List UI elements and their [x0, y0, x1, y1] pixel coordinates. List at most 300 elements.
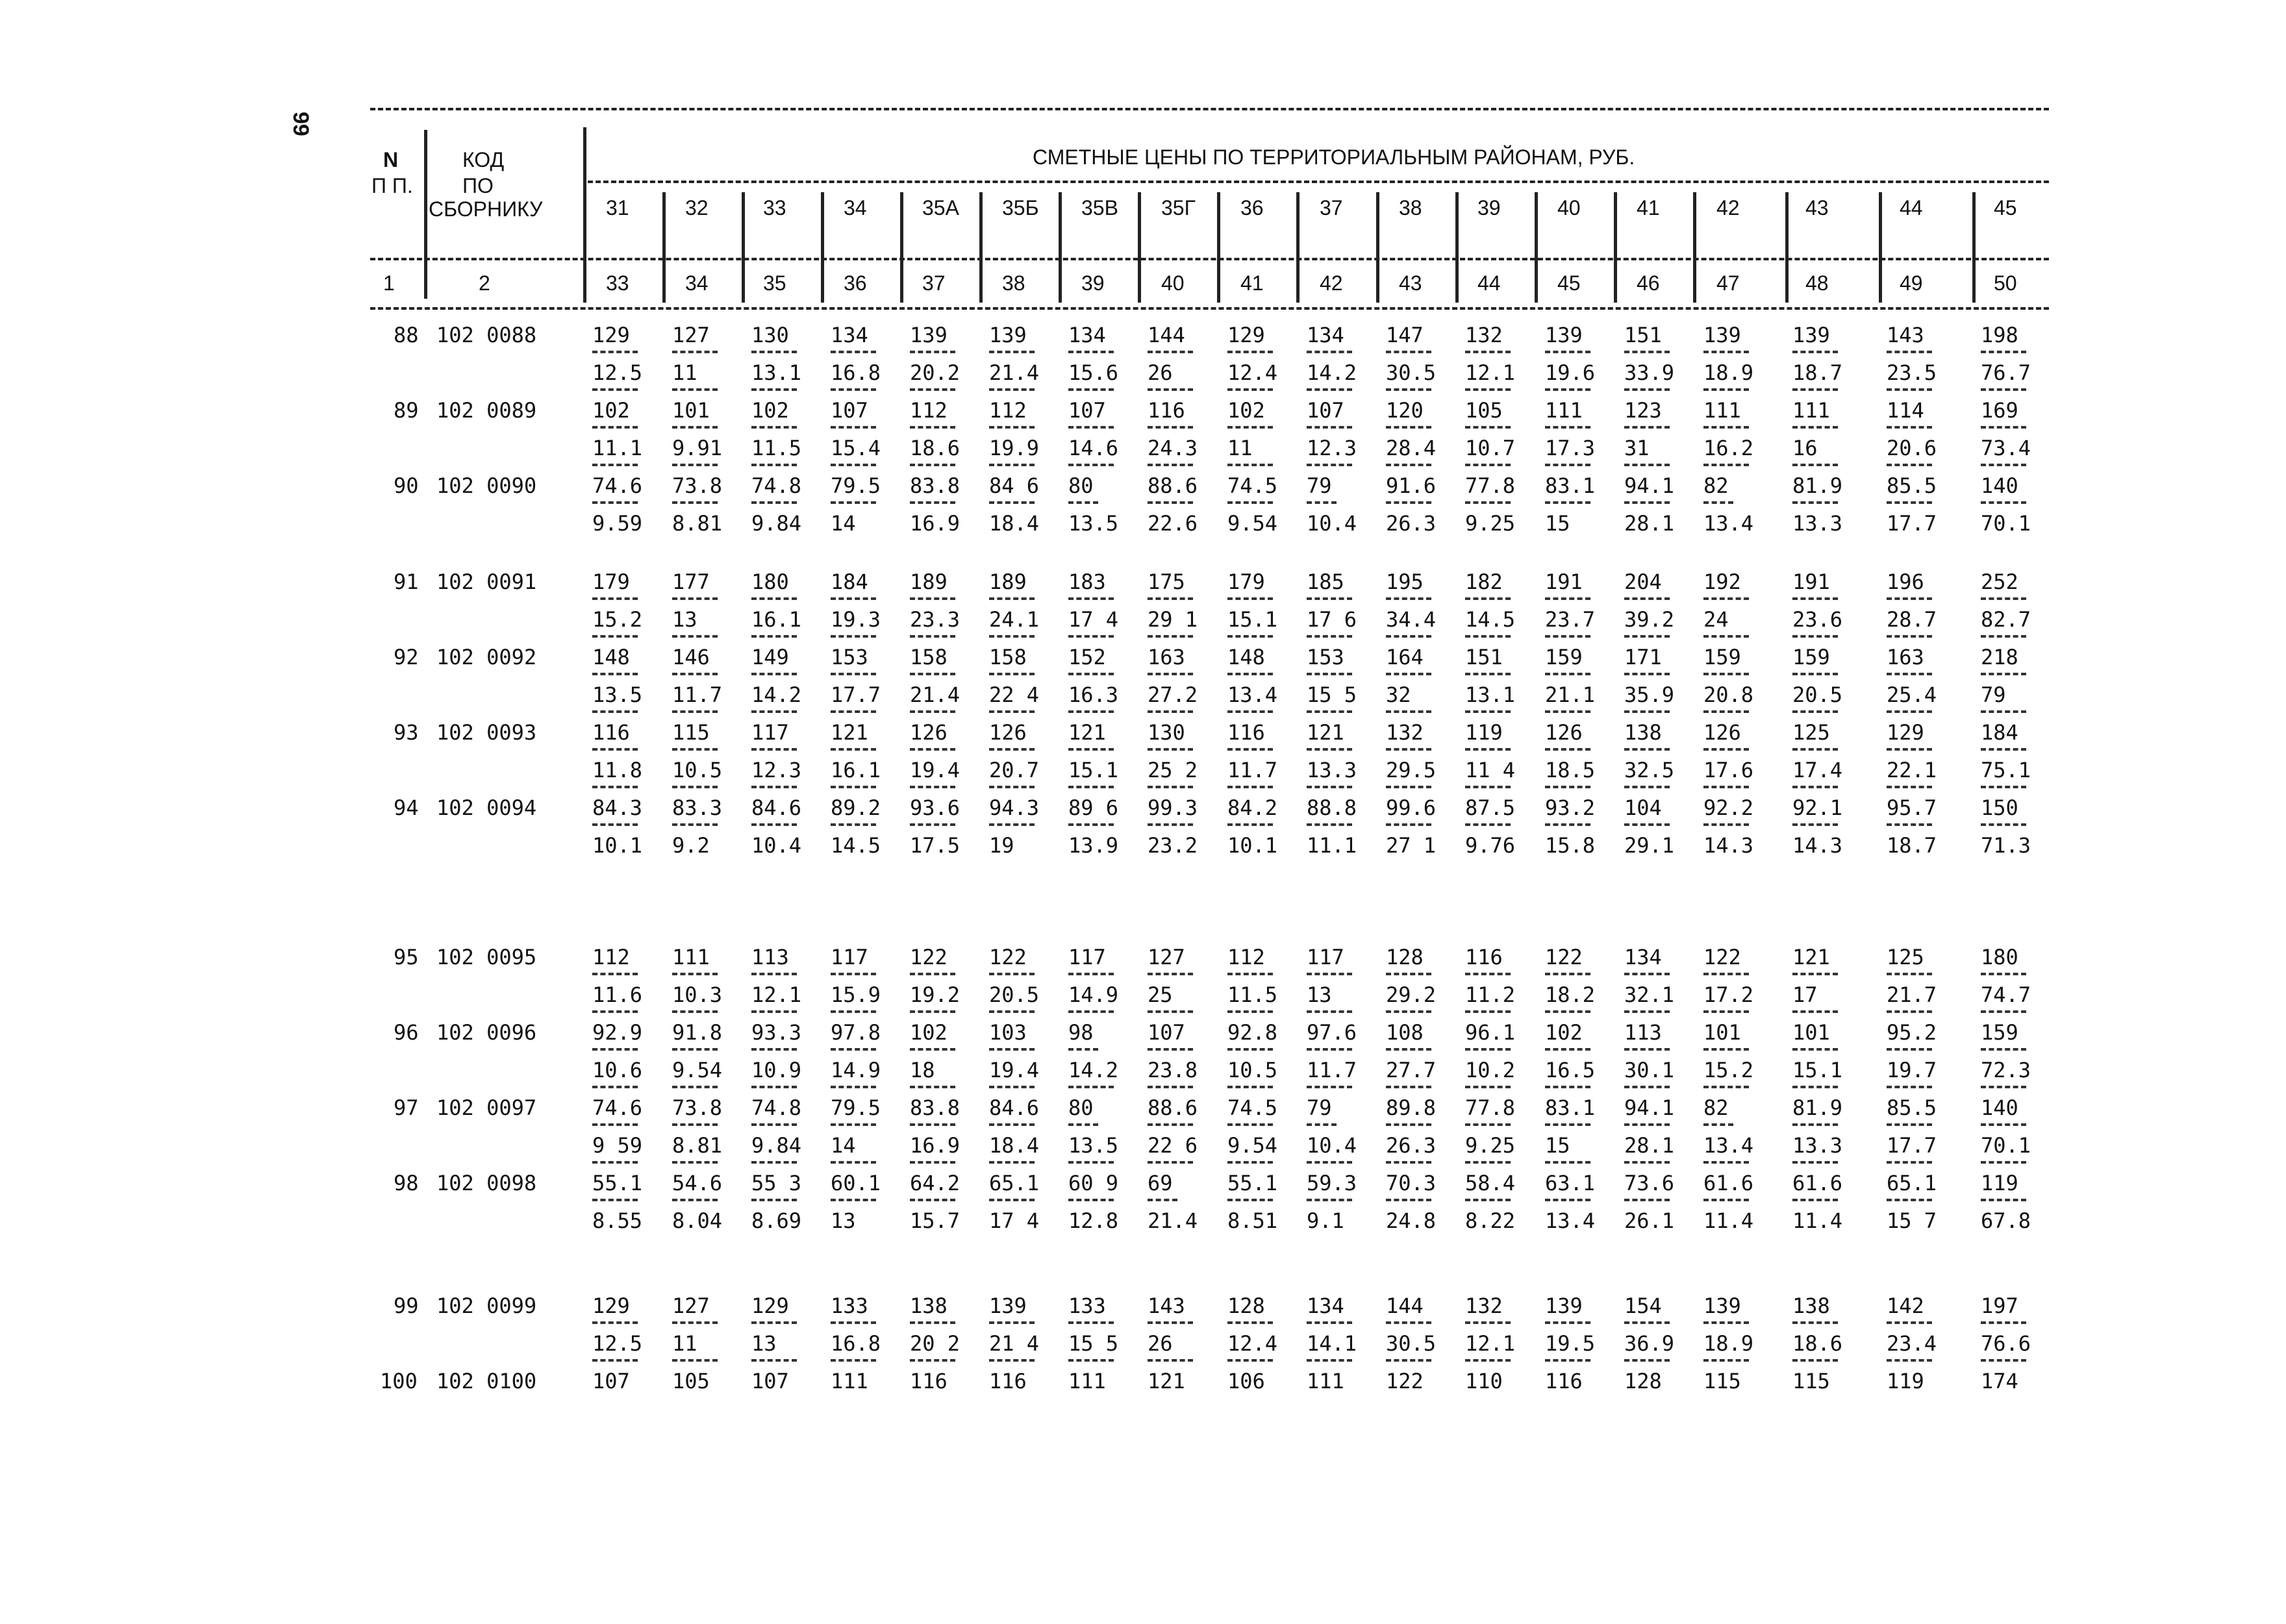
price-value: 29.2 [1386, 982, 1437, 1007]
fraction-bar [1703, 1010, 1749, 1013]
price-value: 10.1 [1227, 833, 1278, 858]
price-value: 84.6 [751, 795, 802, 820]
page-number: 99 [288, 112, 313, 136]
row-code: 102 0097 [436, 1095, 537, 1120]
price-value: 83.3 [672, 795, 723, 820]
fraction-bar [910, 501, 955, 504]
column-number: 39 [1081, 271, 1105, 295]
fraction-bar [592, 786, 638, 788]
fraction-bar [1068, 823, 1114, 826]
fraction-bar [831, 1123, 876, 1126]
fraction-bar [1465, 1123, 1511, 1126]
price-value: 15.6 [1068, 360, 1119, 385]
price-value: 12.5 [592, 1331, 643, 1356]
fraction-bar [831, 635, 876, 638]
price-value: 81.9 [1792, 1095, 1843, 1120]
fraction-bar [1792, 748, 1838, 751]
price-value: 34.4 [1386, 607, 1437, 632]
fraction-bar [1545, 1359, 1590, 1362]
price-value: 177 [672, 569, 710, 594]
price-value: 174 [1981, 1369, 2018, 1393]
fraction-bar [592, 388, 638, 391]
fraction-bar [831, 710, 876, 713]
column-number: 48 [1805, 271, 1829, 295]
price-value: 102 [1545, 1020, 1583, 1045]
price-value: 82 [1703, 1095, 1729, 1120]
fraction-bar [1792, 635, 1838, 638]
price-value: 14 [831, 511, 856, 536]
price-value: 21.4 [1148, 1208, 1198, 1233]
row-number: 97 [394, 1095, 419, 1120]
fraction-bar [1981, 786, 2026, 788]
fraction-bar [1624, 1321, 1670, 1324]
price-value: 17 [1792, 982, 1818, 1007]
price-value: 184 [831, 569, 868, 594]
fraction-bar [1068, 748, 1114, 751]
fraction-bar [1307, 351, 1352, 353]
fraction-bar [592, 351, 638, 353]
fraction-bar [1624, 673, 1670, 675]
fraction-bar [672, 388, 718, 391]
price-value: 12.4 [1227, 360, 1278, 385]
fraction-bar [1068, 351, 1114, 353]
fraction-bar [1887, 748, 1932, 751]
fraction-bar [1307, 786, 1352, 788]
price-value: 87.5 [1465, 795, 1516, 820]
fraction-bar [751, 635, 797, 638]
price-value: 117 [831, 945, 868, 969]
price-value: 88.6 [1148, 1095, 1198, 1120]
price-value: 17 4 [989, 1208, 1040, 1233]
column-divider [1535, 192, 1538, 303]
header-divider [424, 130, 427, 299]
price-value: 125 [1792, 720, 1830, 745]
fraction-bar [1068, 388, 1114, 391]
fraction-bar [1148, 1321, 1193, 1324]
price-value: 121 [831, 720, 868, 745]
fraction-bar [1792, 1010, 1838, 1013]
price-value: 113 [1624, 1020, 1662, 1045]
column-number: 35 [763, 271, 786, 295]
price-value: 128 [1227, 1293, 1265, 1318]
price-value: 26 [1148, 360, 1173, 385]
fraction-bar [1068, 1199, 1114, 1201]
price-value: 22.1 [1887, 758, 1937, 782]
fraction-bar [672, 351, 718, 353]
price-value: 127 [672, 1293, 710, 1318]
price-value: 146 [672, 645, 710, 669]
price-value: 14.6 [1068, 436, 1119, 460]
row-number: 88 [394, 323, 419, 347]
fraction-bar [1465, 426, 1511, 429]
price-value: 80 [1068, 1095, 1094, 1120]
price-value: 11.4 [1703, 1208, 1754, 1233]
fraction-bar [910, 748, 955, 751]
fraction-bar [1386, 748, 1431, 751]
fraction-bar [989, 1086, 1035, 1088]
fraction-bar [1545, 973, 1590, 975]
price-value: 108 [1386, 1020, 1424, 1045]
price-value: 116 [1465, 945, 1503, 969]
price-value: 60 9 [1068, 1171, 1119, 1195]
price-value: 169 [1981, 398, 2018, 423]
fraction-bar [910, 635, 955, 638]
fraction-bar [672, 786, 718, 788]
price-value: 93.2 [1545, 795, 1596, 820]
fraction-bar [831, 1321, 876, 1324]
price-value: 79 [1307, 1095, 1332, 1120]
fraction-bar [592, 1086, 638, 1088]
fraction-bar [1981, 351, 2026, 353]
price-value: 28.1 [1624, 1133, 1675, 1158]
fraction-bar [1227, 1086, 1273, 1088]
price-value: 20.2 [910, 360, 961, 385]
price-value: 19.9 [989, 436, 1040, 460]
fraction-bar [1703, 464, 1749, 466]
price-value: 19.3 [831, 607, 881, 632]
price-value: 149 [751, 645, 789, 669]
price-value: 99.6 [1386, 795, 1437, 820]
fraction-bar [1307, 1048, 1352, 1051]
fraction-bar [1545, 1086, 1590, 1088]
row-code: 102 0091 [436, 569, 537, 594]
price-value: 14.2 [751, 682, 802, 707]
price-value: 29.5 [1386, 758, 1437, 782]
price-value: 127 [1148, 945, 1185, 969]
price-value: 14.9 [1068, 982, 1119, 1007]
fraction-bar [1703, 426, 1749, 429]
fraction-bar [1386, 1199, 1431, 1201]
price-value: 70.3 [1386, 1171, 1437, 1195]
price-value: 74.6 [592, 1095, 643, 1120]
price-value: 122 [1386, 1369, 1424, 1393]
fraction-bar [1307, 1123, 1337, 1126]
fraction-bar [1465, 1086, 1511, 1088]
price-value: 11 4 [1465, 758, 1516, 782]
fraction-bar [592, 1199, 638, 1201]
price-value: 104 [1624, 795, 1662, 820]
fraction-bar [989, 388, 1035, 391]
price-value: 180 [1981, 945, 2018, 969]
price-value: 8.04 [672, 1208, 723, 1233]
price-value: 15.1 [1227, 607, 1278, 632]
fraction-bar [1307, 597, 1352, 600]
fraction-bar [1227, 597, 1273, 600]
price-value: 120 [1386, 398, 1424, 423]
fraction-bar [592, 464, 638, 466]
fraction-bar [989, 635, 1035, 638]
row-code: 102 0096 [436, 1020, 537, 1045]
price-value: 24.3 [1148, 436, 1198, 460]
fraction-bar [1386, 786, 1431, 788]
price-value: 101 [1703, 1020, 1741, 1045]
price-value: 26 [1148, 1331, 1173, 1356]
price-value: 16.1 [831, 758, 881, 782]
price-value: 15 7 [1887, 1208, 1937, 1233]
fraction-bar [1307, 823, 1352, 826]
district-header: 34 [844, 196, 867, 219]
fraction-bar [1545, 1321, 1590, 1324]
price-value: 95.2 [1887, 1020, 1937, 1045]
price-value: 12.4 [1227, 1331, 1278, 1356]
column-number: 36 [844, 271, 867, 295]
fraction-bar [672, 1161, 718, 1164]
price-value: 28.4 [1386, 436, 1437, 460]
fraction-bar [1307, 673, 1352, 675]
price-value: 92.8 [1227, 1020, 1278, 1045]
price-value: 94.1 [1624, 1095, 1675, 1120]
price-value: 148 [1227, 645, 1265, 669]
fraction-bar [1148, 1161, 1193, 1164]
fraction-bar [1307, 1161, 1352, 1164]
fraction-bar [672, 1321, 718, 1324]
price-value: 111 [1703, 398, 1741, 423]
price-value: 8.51 [1227, 1208, 1278, 1233]
fraction-bar [1545, 786, 1590, 788]
price-value: 83.1 [1545, 1095, 1596, 1120]
code-label: КОД [462, 148, 505, 171]
fraction-bar [1148, 351, 1193, 353]
price-value: 20 2 [910, 1331, 961, 1356]
fraction-bar [1545, 823, 1590, 826]
price-value: 9.59 [592, 511, 643, 536]
fraction-bar [1227, 1321, 1273, 1324]
price-value: 84.2 [1227, 795, 1278, 820]
price-value: 17 4 [1068, 607, 1119, 632]
fraction-bar [1227, 1048, 1273, 1051]
price-value: 130 [751, 323, 789, 347]
fraction-bar [1068, 501, 1098, 504]
price-value: 92.1 [1792, 795, 1843, 820]
price-value: 35.9 [1624, 682, 1675, 707]
fraction-bar [592, 635, 638, 638]
column-number: 38 [1002, 271, 1025, 295]
price-value: 14.5 [831, 833, 881, 858]
price-value: 134 [1624, 945, 1662, 969]
price-value: 15 [1545, 1133, 1570, 1158]
fraction-bar [1703, 1086, 1749, 1088]
header-subrule [588, 181, 2049, 183]
price-value: 23.6 [1792, 607, 1843, 632]
row-number: 94 [394, 795, 419, 820]
price-value: 93.3 [751, 1020, 802, 1045]
price-value: 111 [831, 1369, 868, 1393]
price-value: 107 [751, 1369, 789, 1393]
row-code: 102 0093 [436, 720, 537, 745]
price-value: 10.3 [672, 982, 723, 1007]
column-divider [1972, 192, 1976, 303]
fraction-bar [1981, 464, 2026, 466]
fraction-bar [1307, 1359, 1352, 1362]
price-value: 116 [592, 720, 630, 745]
price-value: 13 [672, 607, 697, 632]
price-value: 159 [1703, 645, 1741, 669]
price-value: 107 [592, 1369, 630, 1393]
price-value: 15.8 [1545, 833, 1596, 858]
column-number: 42 [1320, 271, 1343, 295]
fraction-bar [1307, 501, 1337, 504]
price-value: 25 [1148, 982, 1173, 1007]
price-value: 89 6 [1068, 795, 1119, 820]
price-value: 192 [1703, 569, 1741, 594]
row-code: 102 0098 [436, 1171, 537, 1195]
fraction-bar [1465, 635, 1511, 638]
fraction-bar [1624, 1161, 1670, 1164]
fraction-bar [910, 1359, 955, 1362]
price-value: 126 [989, 720, 1027, 745]
fraction-bar [1465, 388, 1511, 391]
price-value: 143 [1887, 323, 1924, 347]
fraction-bar [1792, 786, 1838, 788]
price-value: 111 [1792, 398, 1830, 423]
fraction-bar [1227, 1199, 1273, 1201]
fraction-bar [592, 673, 638, 675]
price-value: 13.5 [1068, 1133, 1119, 1158]
price-value: 65.1 [1887, 1171, 1937, 1195]
price-value: 101 [1792, 1020, 1830, 1045]
fraction-bar [1148, 635, 1193, 638]
column-divider [1879, 192, 1882, 303]
fraction-bar [1792, 710, 1838, 713]
price-value: 19.4 [910, 758, 961, 782]
price-value: 11 [672, 360, 697, 385]
column-number: 43 [1399, 271, 1422, 295]
price-value: 19.7 [1887, 1058, 1937, 1082]
column-divider [1376, 192, 1379, 303]
fraction-bar [1465, 1359, 1511, 1362]
price-value: 8.55 [592, 1208, 643, 1233]
price-value: 13.4 [1545, 1208, 1596, 1233]
fraction-bar [1068, 1123, 1098, 1126]
fraction-bar [831, 597, 876, 600]
fraction-bar [1703, 673, 1749, 675]
fraction-bar [1624, 351, 1670, 353]
price-value: 73.4 [1981, 436, 2031, 460]
n-column-number: 1 [383, 271, 395, 295]
fraction-bar [751, 351, 797, 353]
price-value: 95.7 [1887, 795, 1937, 820]
fraction-bar [592, 1359, 638, 1362]
price-value: 96.1 [1465, 1020, 1516, 1045]
price-value: 111 [1545, 398, 1583, 423]
fraction-bar [1792, 597, 1838, 600]
row-code: 102 0095 [436, 945, 537, 969]
district-header: 35Г [1161, 196, 1196, 219]
row-code: 102 0100 [436, 1369, 537, 1393]
price-value: 134 [1068, 323, 1106, 347]
fraction-bar [910, 1123, 955, 1126]
price-value: 116 [1227, 720, 1265, 745]
fraction-bar [1307, 635, 1352, 638]
price-value: 116 [989, 1369, 1027, 1393]
price-value: 142 [1887, 1293, 1924, 1318]
column-divider [900, 192, 903, 303]
fraction-bar [1465, 1048, 1511, 1051]
price-value: 61.6 [1792, 1171, 1843, 1195]
fraction-bar [910, 597, 955, 600]
district-header: 32 [685, 196, 709, 219]
fraction-bar [1068, 1048, 1098, 1051]
price-value: 18.9 [1703, 360, 1754, 385]
fraction-bar [1792, 1048, 1838, 1051]
price-value: 71.3 [1981, 833, 2031, 858]
price-value: 150 [1981, 795, 2018, 820]
price-value: 11.5 [1227, 982, 1278, 1007]
price-value: 74.8 [751, 473, 802, 498]
price-value: 113 [751, 945, 789, 969]
fraction-bar [989, 1010, 1035, 1013]
fraction-bar [1068, 597, 1114, 600]
price-value: 107 [1068, 398, 1106, 423]
fraction-bar [910, 710, 955, 713]
price-value: 88.6 [1148, 473, 1198, 498]
fraction-bar [1545, 1161, 1590, 1164]
column-divider [1455, 192, 1459, 303]
fraction-bar [1624, 823, 1670, 826]
fraction-bar [1227, 1010, 1273, 1013]
price-value: 13.9 [1068, 833, 1119, 858]
fraction-bar [1792, 1086, 1838, 1088]
price-value: 10.4 [1307, 511, 1357, 536]
fraction-bar [1386, 1048, 1431, 1051]
fraction-bar [831, 351, 876, 353]
fraction-bar [751, 501, 797, 504]
price-value: 20.8 [1703, 682, 1754, 707]
fraction-bar [1148, 1048, 1193, 1051]
fraction-bar [1307, 464, 1352, 466]
fraction-bar [910, 823, 955, 826]
price-value: 17.3 [1545, 436, 1596, 460]
fraction-bar [592, 1161, 638, 1164]
fraction-bar [1386, 426, 1431, 429]
row-code: 102 0092 [436, 645, 537, 669]
fraction-bar [1887, 786, 1932, 788]
fraction-bar [1792, 501, 1838, 504]
fraction-bar [1887, 1321, 1932, 1324]
price-value: 91.8 [672, 1020, 723, 1045]
fraction-bar [1887, 597, 1932, 600]
price-value: 115 [1703, 1369, 1741, 1393]
price-value: 15.2 [1703, 1058, 1754, 1082]
price-value: 112 [1227, 945, 1265, 969]
price-value: 12.1 [1465, 1331, 1516, 1356]
price-value: 9.25 [1465, 511, 1516, 536]
fraction-bar [1307, 1199, 1352, 1201]
price-value: 27.2 [1148, 682, 1198, 707]
price-value: 140 [1981, 1095, 2018, 1120]
price-value: 74.6 [592, 473, 643, 498]
price-value: 14.3 [1792, 833, 1843, 858]
price-value: 60.1 [831, 1171, 881, 1195]
price-value: 107 [1148, 1020, 1185, 1045]
fraction-bar [1465, 464, 1511, 466]
row-number: 91 [394, 569, 419, 594]
price-value: 17 6 [1307, 607, 1357, 632]
column-divider [1614, 192, 1617, 303]
price-value: 158 [989, 645, 1027, 669]
district-header: 38 [1399, 196, 1422, 219]
fraction-bar [1624, 1010, 1670, 1013]
price-value: 125 [1887, 945, 1924, 969]
fraction-bar [831, 426, 876, 429]
fraction-bar [672, 1359, 718, 1362]
fraction-bar [1624, 464, 1670, 466]
fraction-bar [1465, 351, 1511, 353]
price-value: 20.5 [1792, 682, 1843, 707]
fraction-bar [1624, 388, 1670, 391]
fraction-bar [672, 635, 718, 638]
price-value: 12.1 [751, 982, 802, 1007]
